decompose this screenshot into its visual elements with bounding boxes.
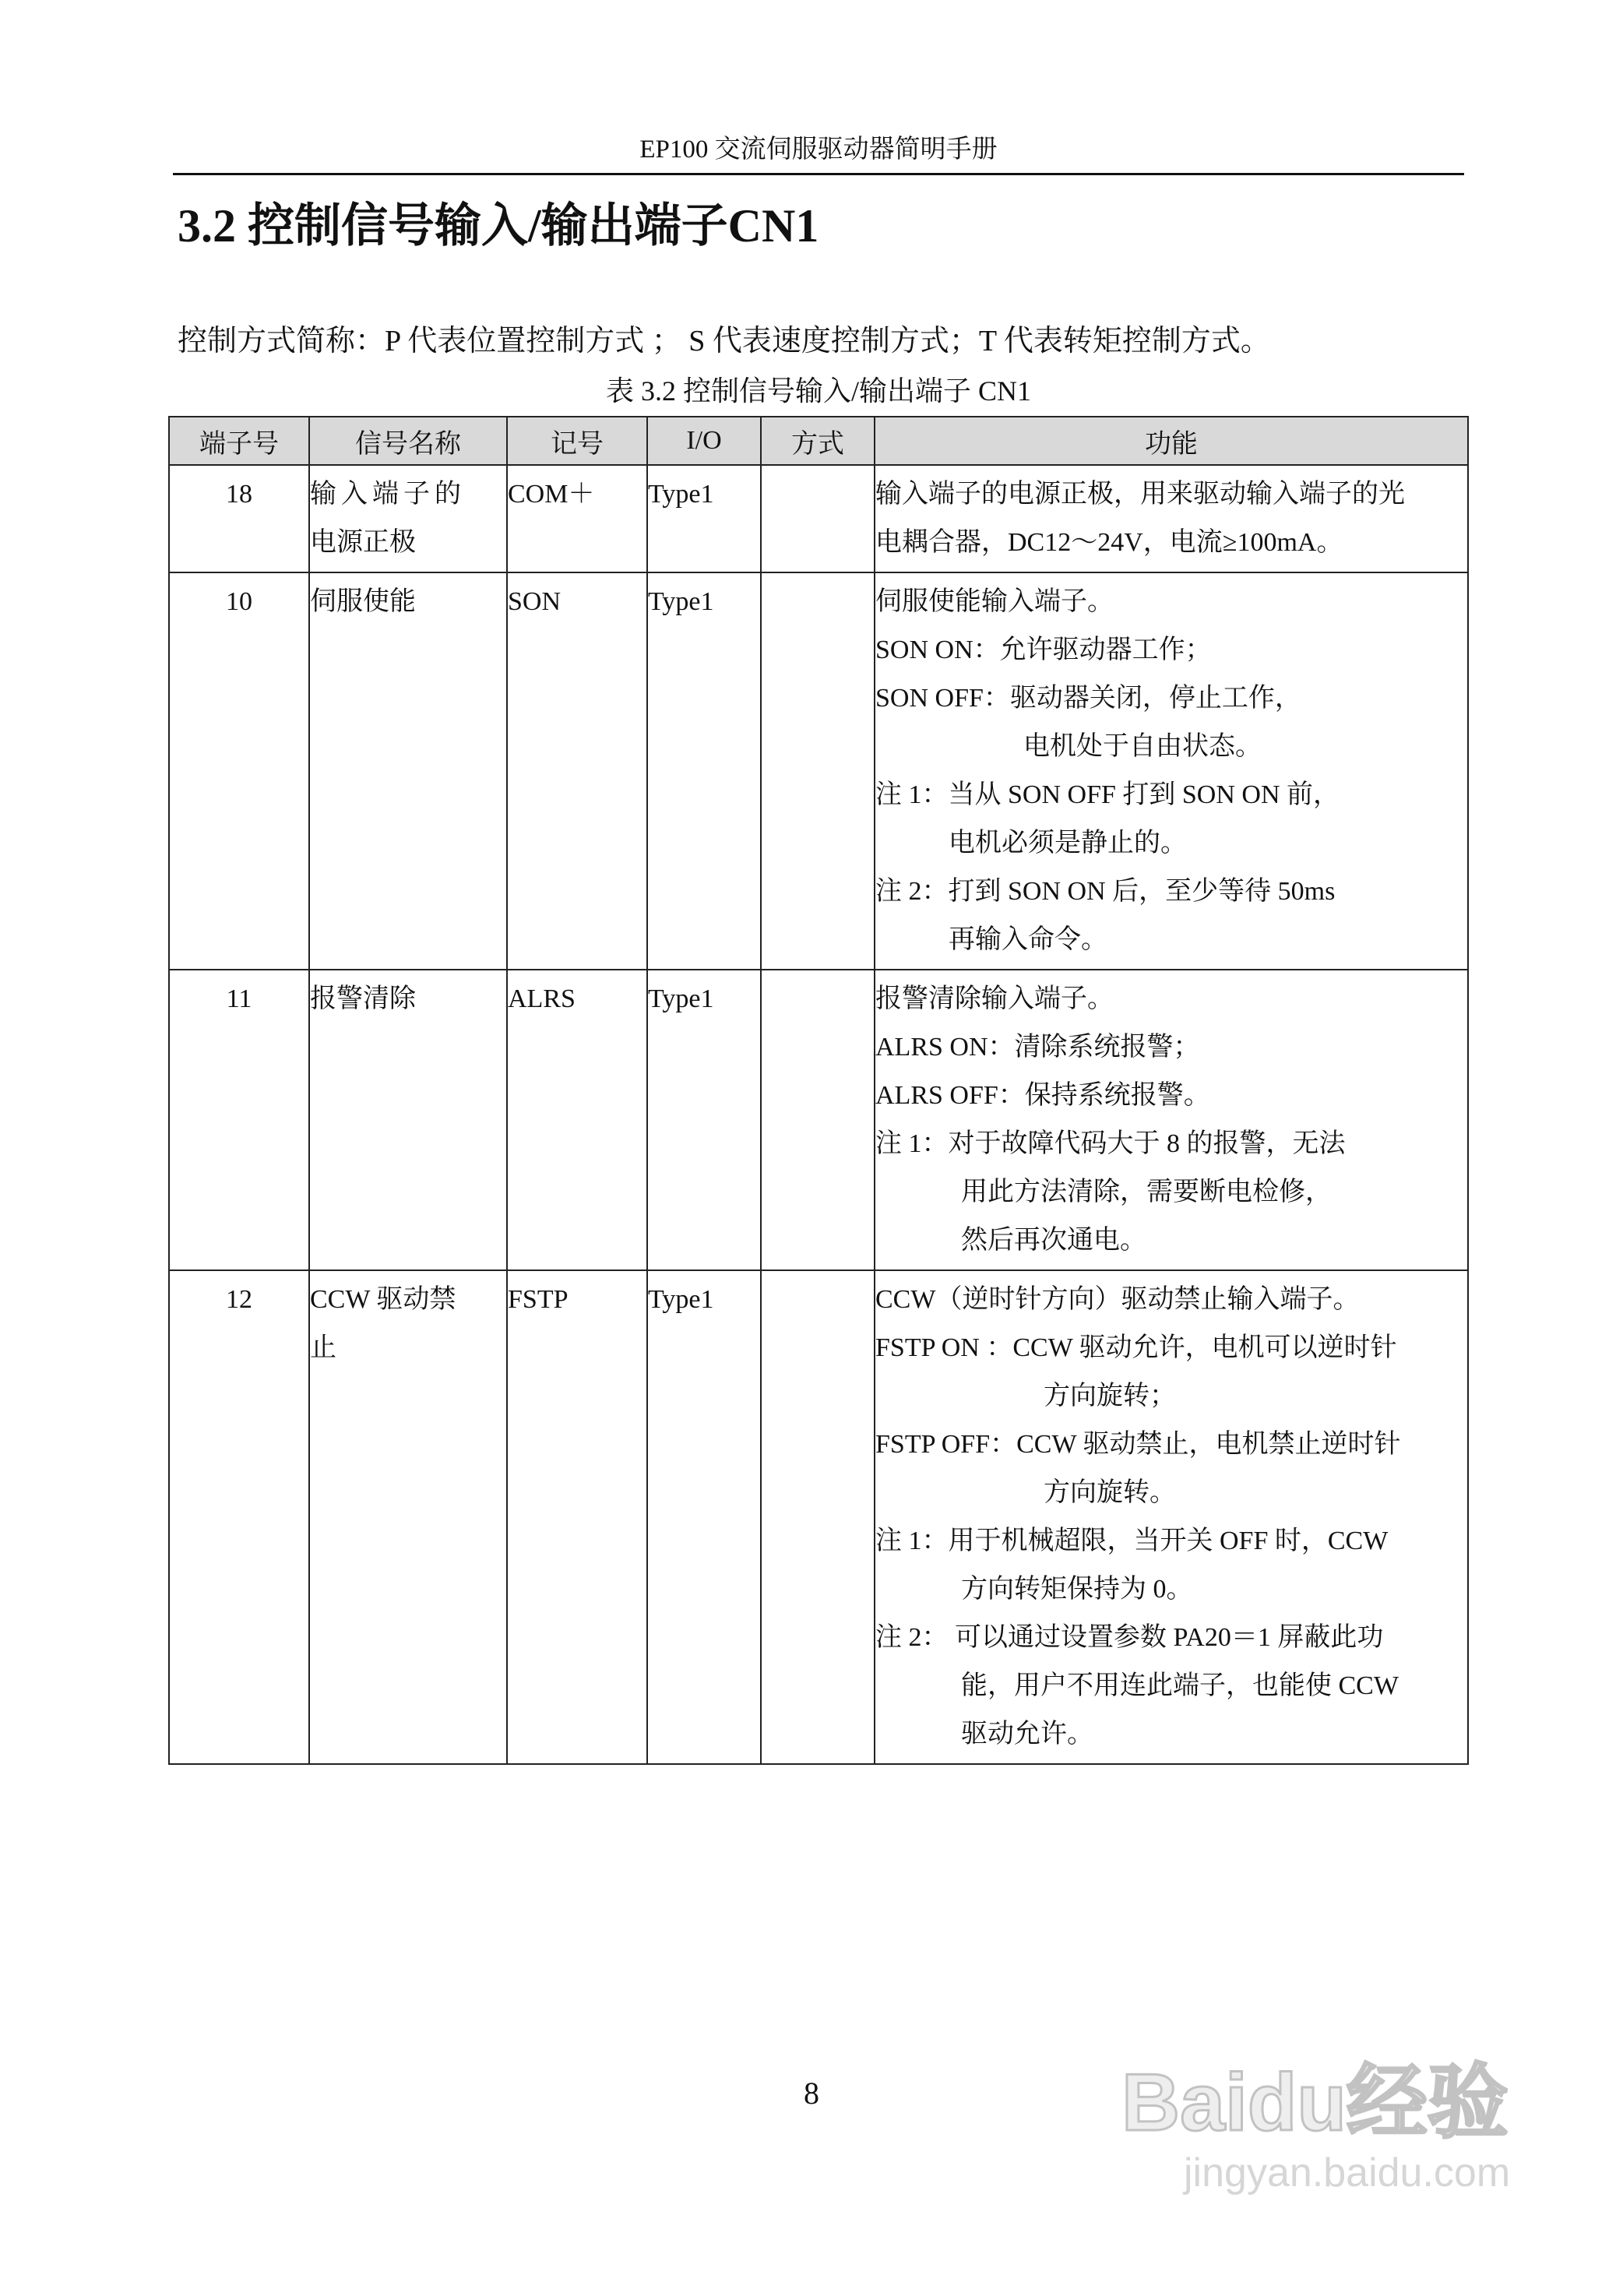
table-header-row xyxy=(169,417,1468,465)
table-row xyxy=(169,970,1468,1270)
cell-function xyxy=(875,572,1468,970)
cell-signal-name xyxy=(309,572,507,970)
section-title: 3.2 控制信号输入/输出端子CN1 xyxy=(178,200,819,252)
cell-function xyxy=(875,465,1468,572)
watermark xyxy=(1121,2056,1542,2212)
header-rule xyxy=(173,173,1464,175)
name-line: 输入端子的 xyxy=(310,480,466,509)
table-caption: 表 3.2 控制信号输入/输出端子 CN1 xyxy=(605,375,1031,407)
cell-symbol: COM＋ xyxy=(507,465,647,572)
signal-table xyxy=(168,416,1469,1765)
function-line: 电耦合器，DC12～24V，电流≥100mA。 xyxy=(875,528,1343,557)
function-line: 注 2：打到 SON ON 后，至少等待 50ms xyxy=(875,877,1336,906)
cell-mode xyxy=(761,465,875,572)
header-function: 功能 xyxy=(875,417,1468,465)
function-line: 方向旋转； xyxy=(1044,1382,1176,1410)
function-line: 再输入命令。 xyxy=(949,925,1107,954)
function-line: FSTP ON ：CCW 驱动允许，电机可以逆时针 xyxy=(875,1333,1397,1362)
cell-symbol: FSTP xyxy=(507,1270,647,1764)
header-symbol: 记号 xyxy=(507,417,647,465)
page-number: 8 xyxy=(804,2076,819,2111)
function-line: 注 1：对于故障代码大于 8 的报警，无法 xyxy=(875,1129,1346,1158)
function-line: 驱动允许。 xyxy=(961,1720,1093,1748)
cell-pin: 18 xyxy=(169,465,309,572)
function-line: 然后再次通电。 xyxy=(961,1226,1146,1255)
cell-mode xyxy=(761,1270,875,1764)
function-line: 注 1：当从 SON OFF 打到 SON ON 前， xyxy=(875,780,1340,809)
cell-pin: 11 xyxy=(169,970,309,1270)
cell-symbol: SON xyxy=(507,572,647,970)
function-line: 注 1：用于机械超限，当开关 OFF 时，CCW xyxy=(875,1527,1389,1555)
function-line: 伺服使能输入端子。 xyxy=(875,587,1114,616)
name-line: 报警清除 xyxy=(310,984,416,1013)
header-pin: 端子号 xyxy=(169,417,309,465)
watermark-brand: Baidu经验 xyxy=(1121,2058,1509,2148)
function-line: 方向转矩保持为 0。 xyxy=(961,1575,1193,1604)
cell-mode xyxy=(761,572,875,970)
function-line: SON ON：允许驱动器工作； xyxy=(875,636,1212,664)
function-line: 报警清除输入端子。 xyxy=(875,984,1114,1013)
cell-signal-name xyxy=(309,465,507,572)
function-line: 能，用户不用连此端子，也能使 CCW xyxy=(961,1671,1399,1700)
header-signal-name: 信号名称 xyxy=(309,417,507,465)
cell-symbol: ALRS xyxy=(507,970,647,1270)
intro-paragraph: 控制方式简称：P 代表位置控制方式 ； S 代表速度控制方式；T 代表转矩控制方式。 xyxy=(178,325,1270,357)
cell-signal-name xyxy=(309,1270,507,1764)
function-line: 注 2： 可以通过设置参数 PA20＝1 屏蔽此功 xyxy=(875,1623,1384,1652)
function-line: ALRS OFF：保持系统报警。 xyxy=(875,1081,1210,1110)
function-line: ALRS ON：清除系统报警； xyxy=(875,1033,1200,1062)
cell-function xyxy=(875,1270,1468,1764)
function-line: 输入端子的电源正极，用来驱动输入端子的光 xyxy=(875,480,1405,509)
function-line: FSTP OFF：CCW 驱动禁止，电机禁止逆时针 xyxy=(875,1430,1401,1459)
cell-pin: 10 xyxy=(169,572,309,970)
header-io: I/O xyxy=(647,417,761,465)
cell-signal-name xyxy=(309,970,507,1270)
table-row xyxy=(169,572,1468,970)
function-line: 电机处于自由状态。 xyxy=(1023,732,1262,761)
function-line: 方向旋转。 xyxy=(1044,1478,1176,1507)
cell-io: Type1 xyxy=(647,465,761,572)
function-line: 电机必须是静止的。 xyxy=(949,829,1187,857)
running-header: EP100 交流伺服驱动器简明手册 xyxy=(639,136,998,164)
cell-function xyxy=(875,970,1468,1270)
function-line: SON OFF：驱动器关闭，停止工作， xyxy=(875,684,1301,713)
name-line: 止 xyxy=(310,1333,336,1362)
function-line: 用此方法清除，需要断电检修， xyxy=(961,1178,1332,1206)
watermark-url: jingyan.baidu.com xyxy=(1184,2150,1511,2196)
name-line: 电源正极 xyxy=(310,528,416,557)
cell-io: Type1 xyxy=(647,970,761,1270)
cell-io: Type1 xyxy=(647,572,761,970)
function-line: CCW（逆时针方向）驱动禁止输入端子。 xyxy=(875,1285,1360,1314)
header-mode: 方式 xyxy=(761,417,875,465)
cell-pin: 12 xyxy=(169,1270,309,1764)
name-line: 伺服使能 xyxy=(310,587,416,616)
table-row xyxy=(169,465,1468,572)
cell-io: Type1 xyxy=(647,1270,761,1764)
table-row xyxy=(169,1270,1468,1764)
name-line: CCW 驱动禁 xyxy=(310,1285,456,1314)
cell-mode xyxy=(761,970,875,1270)
